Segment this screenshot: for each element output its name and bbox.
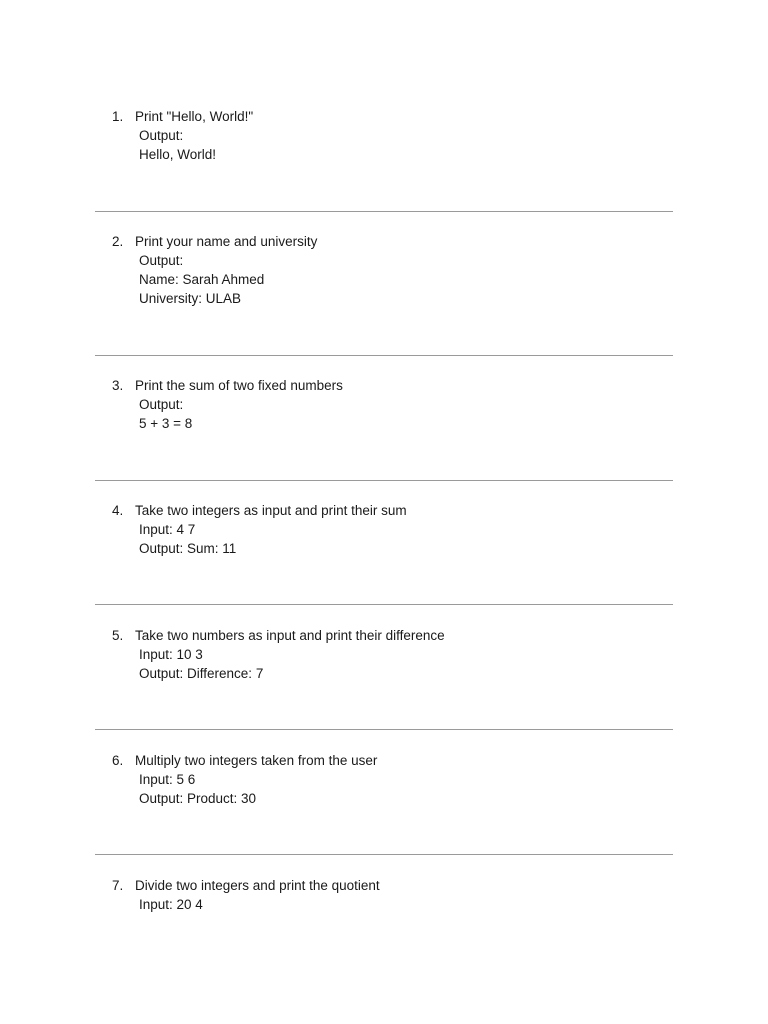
problem-title: Print "Hello, World!" [135,109,254,124]
problem-number: 7. [112,878,124,893]
problem-detail-line: Output: [139,253,184,268]
problem-detail-line: Hello, World! [139,147,217,162]
problem-detail-line: Output: Product: 30 [139,791,257,806]
problem-detail-line: 5 + 3 = 8 [139,416,193,431]
problem-detail-line: Input: 10 3 [139,647,203,662]
divider [95,480,673,481]
problem-detail-line: Output: [139,128,184,143]
problem-detail-line: Input: 20 4 [139,897,203,912]
problem-detail-line: Output: [139,397,184,412]
divider [95,355,673,356]
problem-number: 1. [112,109,124,124]
problem-number: 5. [112,628,124,643]
problem-detail-line: Input: 5 6 [139,772,196,787]
problem-number: 3. [112,378,124,393]
problem-detail-line: Output: Sum: 11 [139,541,237,556]
divider [95,211,673,212]
problem-detail-line: Output: Difference: 7 [139,666,264,681]
divider [95,729,673,730]
divider [95,604,673,605]
divider [95,854,673,855]
problem-detail-line: Name: Sarah Ahmed [139,272,265,287]
problem-title: Multiply two integers taken from the user [135,753,378,768]
problem-title: Print your name and university [135,234,318,249]
problem-number: 4. [112,503,124,518]
problem-title: Divide two integers and print the quotient [135,878,380,893]
problem-title: Print the sum of two fixed numbers [135,378,343,393]
problem-detail-line: Input: 4 7 [139,522,196,537]
problem-title: Take two integers as input and print their sum [135,503,407,518]
problem-detail-line: University: ULAB [139,291,242,306]
problem-number: 2. [112,234,124,249]
problem-title: Take two numbers as input and print their difference [135,628,445,643]
problem-number: 6. [112,753,124,768]
